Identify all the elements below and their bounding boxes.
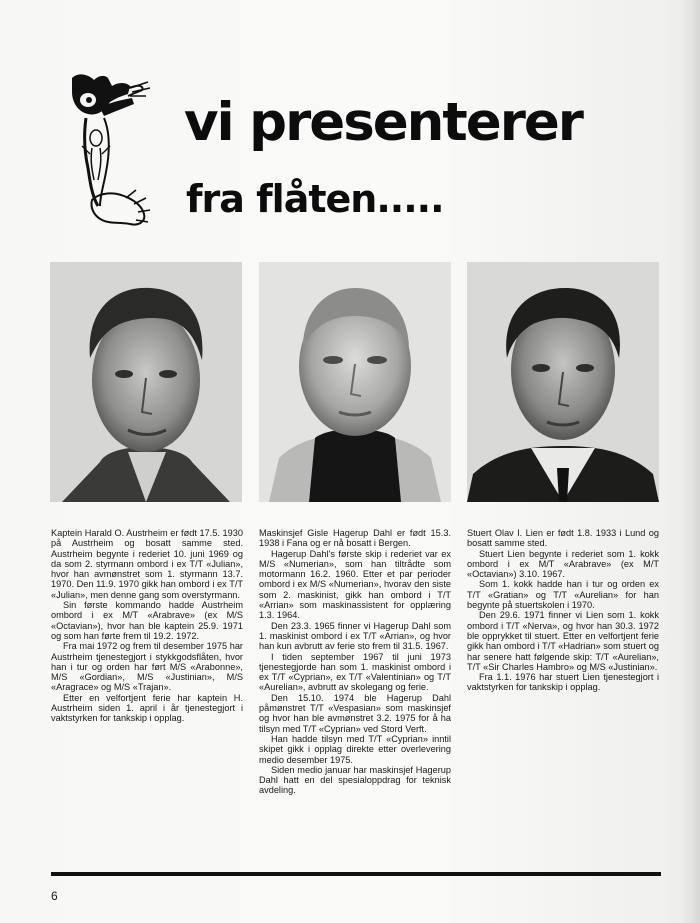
paragraph: Sin første kommando hadde Austrheim ombord i ex M/T «Arabrave» (ex M/S «Octavian»), hvor han ble kaptein 25.9. 1971 og som han førte frem til 19.2. 1972. <box>51 600 243 641</box>
footer-rule <box>51 872 661 876</box>
paragraph: Den 23.3. 1965 finner vi Hagerup Dahl som 1. maskinist ombord i ex T/T «Arrian», og hvor han kun avbrutt av ferie sto frem til 31.5. 1967. <box>259 620 451 652</box>
headline-vi-presenterer: vi presenterer <box>184 92 582 153</box>
paragraph: Stuert Olav I. Lien er født 1.8. 1933 i Lund og bosatt samme sted. <box>467 528 659 549</box>
paragraph: Fra 1.1. 1976 har stuert Lien tjenestegjort i vaktstyrken for tankskip i opplag. <box>467 672 659 693</box>
subheadline-fra-flaten: fra flåten..... <box>186 177 444 221</box>
paragraph: Fra mai 1972 og frem til desember 1975 har Austrheim tjenestegjort i stykkgodsflåten, hvor han i tur og orden har ført M/S «Arabonne», M/S «Gordian», M/S «Justinian», M/S «Aragrace» og M/S «Trajan». <box>51 641 243 693</box>
paragraph: Som 1. kokk hadde han i tur og orden ex T/T «Gratian» og T/T «Aurelian» for han begynte på stuertskolen i 1970. <box>467 579 659 611</box>
article-column-1 <box>51 528 243 724</box>
page-edge-shadow <box>678 0 700 923</box>
paragraph: Stuert Lien begynte i rederiet som 1. kokk ombord i ex M/T «Arabrave» (ex M/T «Octavian») 3.10. 1967. <box>467 548 659 580</box>
portrait-photo-hagerup-dahl <box>259 262 451 502</box>
page-number: 6 <box>51 889 58 903</box>
paragraph: Siden medio januar har maskinsjef Hagerup Dahl hatt en del spesialoppdrag for teknisk avdeling. <box>259 764 451 796</box>
paragraph: Den 29.6. 1971 finner vi Lien som 1. kokk ombord i T/T «Nerva», og hvor han 30.3. 1972 ble opprykket til stuert. Etter en velfortjent ferie gikk han ombord i T/T «Hadrian» som stuert og har senere hatt følgende skip: T/T «Aurelian», T/T «Sir Charles Hambro» og M/S «Justinian». <box>467 610 659 672</box>
article-column-2 <box>259 528 451 796</box>
cartoon-mascot-logo <box>70 72 156 228</box>
paragraph: Etter en velfortjent ferie har kaptein H. Austrheim siden 1. april i år tjenestegjort i vaktstyrken for tankskip i opplag. <box>51 692 243 724</box>
paragraph: Kaptein Harald O. Austrheim er født 17.5. 1930 på Austrheim og bosatt samme sted. Austrheim begynte i rederiet 10. juni 1969 og da som 2. styrmann ombord i ex T/T «Julian», hvor han avmønstret som 1. styrmann 13.7. 1970. Den 11.9. 1970 gikk han ombord i ex T/T «Julian», men denne gang som overstyrmann. <box>51 528 243 600</box>
article-column-3 <box>467 528 659 693</box>
paragraph: Hagerup Dahl's første skip i rederiet var ex M/S «Numerian», som han tiltrådte som motormann 16.2. 1960. Etter et par perioder ombord i ex M/S «Numerian», hvorav den siste som 2. maskinist, gikk han ombord i T/T «Arrian» som maskinassistent for opplæring 1.3. 1964. <box>259 548 451 621</box>
paragraph: Han hadde tilsyn med T/T «Cyprian» inntil skipet gikk i opplag direkte etter overlevering medio desember 1975. <box>259 733 451 765</box>
paragraph: Den 15.10. 1974 ble Hagerup Dahl påmønstret T/T «Vespasian» som maskinsjef og hvor han ble avmønstret 3.2. 1975 for å ha tilsyn med T/T «Cyprian» ved Stord Verft. <box>259 692 451 734</box>
bleed-through-text <box>290 62 650 74</box>
paragraph: I tiden september 1967 til juni 1973 tjenestegjorde han som 1. maskinist ombord i ex T/T «Cyprian», ex T/T «Valentinian» og T/T «Aurelian», avbrutt av skolegang og ferie. <box>259 651 451 693</box>
portrait-photo-austrheim <box>50 262 242 502</box>
paragraph: Maskinsjef Gisle Hagerup Dahl er født 15.3. 1938 i Fana og er nå bosatt i Bergen. <box>259 528 451 549</box>
portrait-photo-lien <box>467 262 659 502</box>
